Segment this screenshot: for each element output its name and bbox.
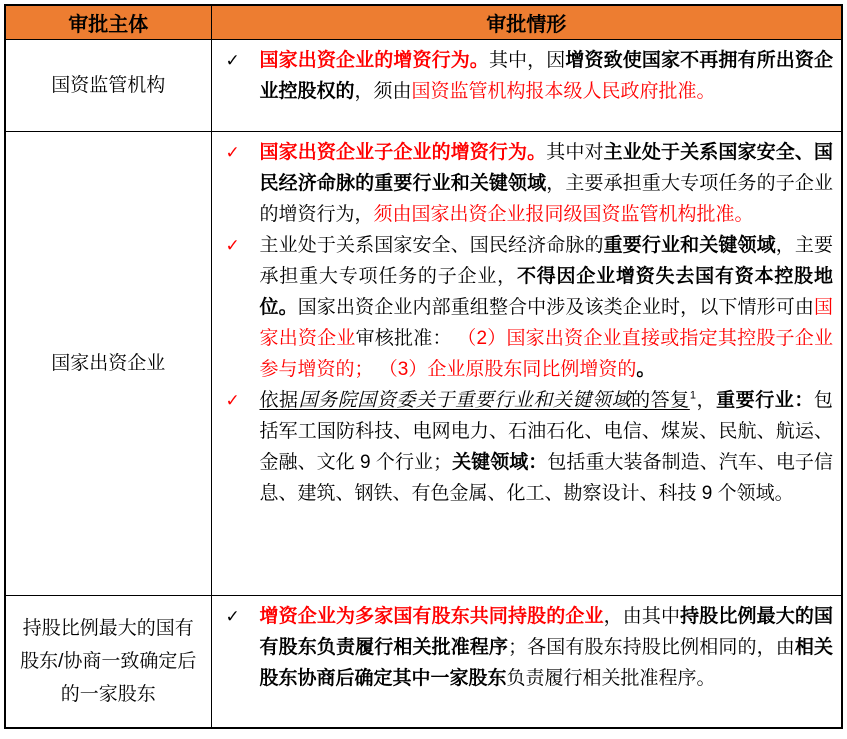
header-row xyxy=(5,5,842,39)
text-segment: 国家出资企业内部重组整合中涉及该类企业时，以下情形可由 xyxy=(297,296,814,318)
text-segment: 的答复 xyxy=(631,389,690,411)
column-header-subject: 审批主体 xyxy=(5,5,211,39)
text-segment: （2）国家出资企业直接或指定其控股子企业参与增资的； （3）企业原股东同比例增资的 xyxy=(259,327,833,380)
text-segment: ，主要承担重大专项任务的子企业， xyxy=(259,234,833,287)
text-segment: ，须由 xyxy=(354,80,412,102)
bullet-text xyxy=(260,45,836,107)
bullet-text xyxy=(260,601,836,694)
bullet-text xyxy=(260,230,836,385)
text-segment: 其中对 xyxy=(546,141,604,163)
text-segment: 增资企业为多家国有股东共同持股的企业 xyxy=(259,605,604,627)
text-segment: ，主要承担重大专项任务的子企业的增资行为， xyxy=(259,172,833,225)
check-icon: ✓ xyxy=(225,606,240,626)
text-segment: 相关股东协商后确定其中一家股东 xyxy=(259,636,833,689)
text-segment: 重要行业和关键领域 xyxy=(603,234,776,256)
text-segment: 国家出资企业子企业的增资行为。 xyxy=(259,141,547,163)
situation-cell xyxy=(211,595,842,728)
subject-cell: 国家出资企业 xyxy=(5,131,211,595)
bullet-text xyxy=(260,385,836,509)
approval-table xyxy=(4,4,843,729)
text-segment: 其中，因 xyxy=(488,49,566,71)
text-segment: 须由国家出资企业报同级国资监管机构批准。 xyxy=(373,203,754,225)
bullet-item xyxy=(218,137,836,230)
text-segment: 增资致使国家不再拥有所出资企业控股权的 xyxy=(259,49,833,102)
text-segment: 1 xyxy=(689,389,696,402)
text-segment: 国资监管机构报本级人民政府批准。 xyxy=(411,80,716,102)
table-row xyxy=(5,595,842,728)
text-segment: ， xyxy=(695,389,717,411)
text-segment: 国家出资企业 xyxy=(259,296,833,349)
text-segment: 国家出资企业的增资行为。 xyxy=(259,49,489,71)
situation-cell xyxy=(211,39,842,131)
situation-cell xyxy=(211,131,842,595)
text-segment: 包括军工国防科技、电网电力、石油石化、电信、煤炭、民航、航运、金融、文化 9 个行业； xyxy=(259,389,833,473)
text-segment: ；各国有股东持股比例相同的，由 xyxy=(508,636,795,658)
text-segment: 主业处于关系国家安全、国民经济命脉的重要行业和关键领域 xyxy=(259,141,833,194)
text-segment: 主业处于关系国家安全、国民经济命脉的 xyxy=(259,234,604,256)
table-header xyxy=(5,5,842,39)
table-row xyxy=(5,131,842,595)
text-segment: 包括重大装备制造、汽车、电子信息、建筑、钢铁、有色金属、化工、勘察设计、科技 9 个领域。 xyxy=(259,451,833,504)
subject-cell: 持股比例最大的国有股东/协商一致确定后的一家股东 xyxy=(5,595,211,728)
table-body xyxy=(5,39,842,728)
bullet-text xyxy=(260,137,836,230)
bullet-item xyxy=(218,230,836,385)
text-segment: 持股比例最大的国有股东负责履行相关批准程序 xyxy=(259,605,833,658)
bullet-item xyxy=(218,601,836,694)
text-segment: 依据 xyxy=(259,389,299,411)
check-icon: ✓ xyxy=(225,235,240,255)
column-header-situation: 审批情形 xyxy=(211,5,842,39)
bullet-item xyxy=(218,385,836,509)
text-segment: 国务院国资委关于重要行业和关键领域 xyxy=(298,389,632,411)
bullet-item xyxy=(218,45,836,107)
text-segment: 。 xyxy=(636,358,656,380)
check-icon: ✓ xyxy=(225,50,240,70)
subject-cell: 国资监管机构 xyxy=(5,39,211,131)
table-row xyxy=(5,39,842,131)
text-segment: 不得因企业增资失去国有资本控股地位。 xyxy=(259,265,833,318)
text-segment: 负责履行相关批准程序。 xyxy=(506,667,716,689)
text-segment: 审核批准： xyxy=(355,327,458,349)
text-segment: 关键领域： xyxy=(452,451,548,473)
check-icon: ✓ xyxy=(225,390,240,410)
text-segment: ，由其中 xyxy=(603,605,681,627)
check-icon: ✓ xyxy=(225,142,240,162)
text-segment: 重要行业： xyxy=(716,389,814,411)
